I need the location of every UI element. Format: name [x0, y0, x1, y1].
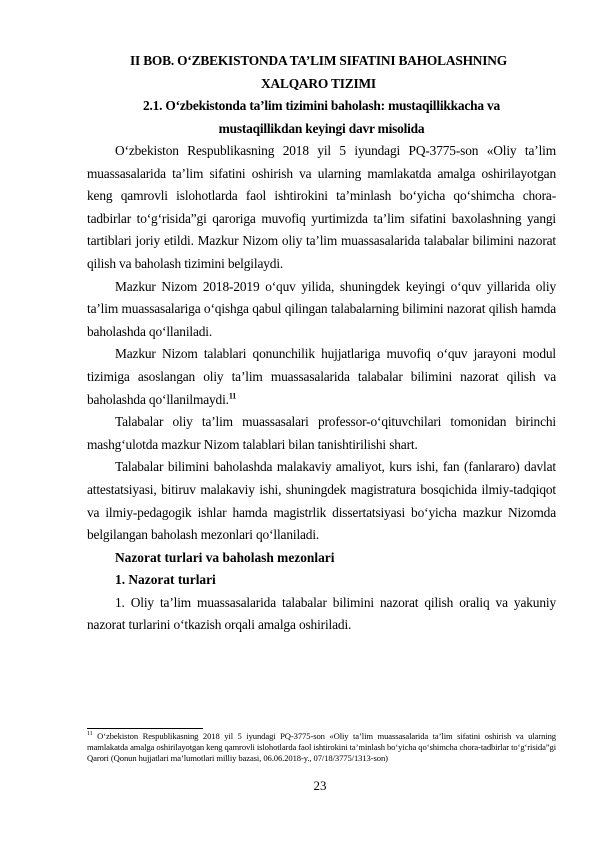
paragraph-3-text: Mazkur Nizom talablari qonunchilik hujjatlariga muvofiq o‘quv jarayoni modul tizimiga asoslangan oliy ta’lim muassasalarida talabalar bilimini nazorat qilish va baholashda qo‘llanilmaydi. — [87, 346, 556, 407]
paragraph-4: Talabalar oliy ta’lim muassasalari professor-o‘qituvchilari tomonidan birinchi mashg‘ulotda mazkur Nizom talablari bilan tanishtirilishi shart. — [87, 414, 556, 452]
page-number: 23 — [313, 778, 327, 793]
paragraph-1: O‘zbekiston Respublikasning 2018 yil 5 iyundagi PQ-3775-son «Oliy ta’lim muassasalarida ta’lim sifatini oshirish va ularning mamlakatda amalga oshirilayotgan keng qamrovli islohotlarda faol ishtirokini ta’minlash bo‘yicha qo‘shimcha chora-tadbirlar to‘g‘risida”gi qaroriga muvofiq yurtimizda ta’lim sifatini baxolashning yangi tartiblari joriy etildi. Mazkur Nizom oliy ta’lim muassasalarida talabalar bilimini nazorat qilish va baholash tizimini belgilaydi. — [87, 143, 556, 271]
section-title: 2.1. O‘zbekistonda ta’lim tizimini baholash: mustaqillikkacha va mustaqillikdan keyingi davr misolida — [143, 98, 500, 136]
paragraph-2: Mazkur Nizom 2018-2019 o‘quv yilida, shuningdek keyingi o‘quv yillarida oliy ta’lim muassasalariga o‘qishga qabul qilingan talabalarning bilimini nazorat qilish hamda baholashda qo‘llaniladi. — [87, 278, 556, 339]
footnote-text: O‘zbekiston Respublikasning 2018 yil 5 iyundagi PQ-3775-son «Oliy ta’lim muassasalarida ta’lim sifatini oshirish va ularning mamlakatda amalga oshirilayotgan keng qamrovli islohotlarda faol ishtirokini ta’minlash bo‘yicha qo‘shimcha chora-tadbirlar to‘g‘risida”gi Qarori (Qonun hujjatlari ma’lumotlari milliy bazasi, 06.06.2018-y., 07/18/3775/1313-son) — [87, 731, 556, 763]
paragraph-6: 1. Oliy ta’lim muassasalarida talabalar bilimini nazorat qilish oraliq va yakuniy nazorat turlarini o‘tkazish orqali amalga oshiriladi. — [87, 594, 556, 633]
paragraph-3 — [87, 343, 556, 411]
footnote — [87, 731, 556, 763]
chapter-title: II BOB. O‘ZBEKISTONDA TA’LIM SIFATINI BAHOLASHNING XALQARO TIZIMI — [130, 53, 507, 91]
footnote-number: 11 — [87, 731, 93, 738]
footnote-reference: 11 — [228, 391, 237, 401]
paragraph-5: Talabalar bilimini baholashda malakaviy amaliyot, kurs ishi, fan (fanlararo) davlat attestatsiyasi, bitiruv malakaviy ishi, shuningdek magistratura bosqichida ilmiy-tadqiqot va ilmiy-pedagogik ishlar hamda magistrlik dissertatsiyasi bo‘yicha mazkur Nizomda belgilangan baholash mezonlari qo‘llaniladi. — [87, 459, 556, 543]
subheading-control-types: Nazorat turlari va baholash mezonlari — [115, 549, 335, 565]
subheading-numbered: 1. Nazorat turlari — [115, 572, 216, 588]
document-page — [87, 50, 556, 637]
footnote-divider — [87, 728, 203, 729]
